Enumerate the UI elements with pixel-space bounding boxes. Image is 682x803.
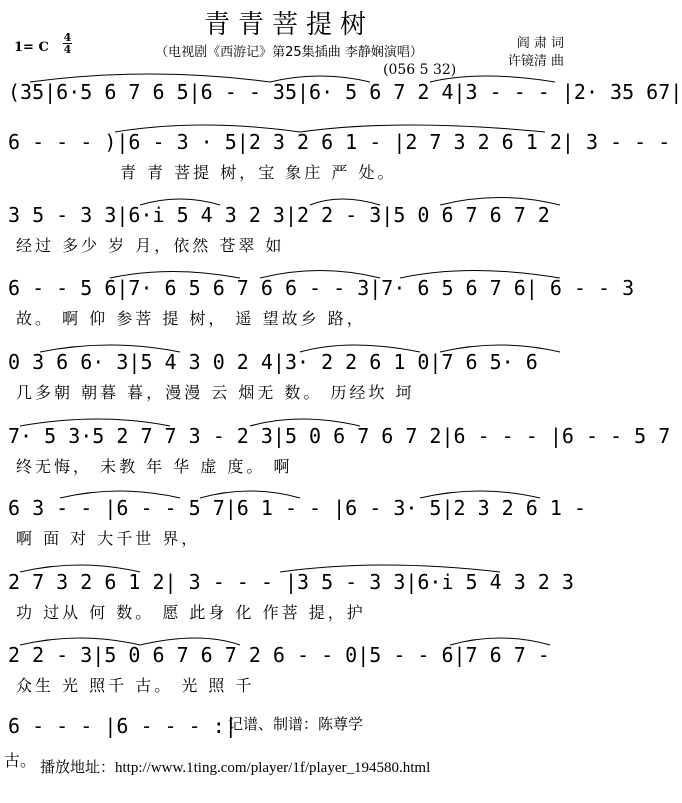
slur-line-5b — [300, 345, 420, 352]
play-address-url[interactable]: http://www.1ting.com/player/1f/player_194580.html — [115, 760, 431, 776]
score-line-6-lyrics: 终无悔， 未教 年 华 虚 度。 啊 — [16, 457, 293, 476]
play-address-label: 播放地址： — [40, 758, 116, 776]
slur-line-2 — [115, 125, 300, 132]
slur-line-9c — [450, 638, 550, 645]
slur-line-1 — [30, 74, 270, 82]
slur-line-4 — [110, 272, 240, 279]
time-signature-top: 4 — [63, 31, 72, 44]
slur-line-3 — [140, 199, 220, 205]
key-signature: 1= C — [14, 40, 49, 55]
score-line-7-lyrics: 啊 面 对 大千世 界， — [16, 529, 201, 548]
score-line-7-notes: 6 3 - - |6 - - 5 7|6 1 - - |6 - 3· 5|2 3 2 6 1 - — [8, 496, 586, 520]
slur-line-9b — [140, 638, 240, 645]
score-line-4-lyrics: 故。 啊 仰 参菩 提 树， 遥 望故乡 路， — [16, 309, 366, 328]
score-line-10-notes: 6 - - - |6 - - - :| — [8, 714, 237, 738]
score-line-2-notes: 6 - - - )|6 - 3 · 5|2 3 2 6 1 - |2 7 3 2 6 1 2| 3 - - - — [8, 130, 671, 154]
slur-line-4b — [260, 271, 380, 279]
score-line-9-lyrics: 众生 光 照千 古。 光 照 千 — [16, 676, 255, 695]
time-signature-bottom: 4 — [63, 43, 72, 56]
score-line-5-lyrics: 几多朝 朝暮 暮，漫漫 云 烟无 数。 历经坎 坷 — [16, 383, 415, 402]
score-line-8-lyrics: 功 过从 何 数。 愿 此身 化 作菩 提，护 — [16, 603, 366, 622]
slur-line-9 — [20, 638, 140, 645]
final-lyric: 古。 — [4, 751, 37, 770]
slur-line-7 — [60, 491, 180, 498]
slur-line-2b — [300, 125, 545, 132]
slur-line-3b — [310, 199, 380, 205]
score-line-5-notes: 0 3 6 6· 3|5 4 3 0 2 4|3· 2 2 6 1 0|7 6 5· 6 — [8, 350, 538, 374]
score-line-4-notes: 6 - - 5 6|7· 6 5 6 7 6 6 - - 3|7· 6 5 6 7 6| 6 - - 3 — [8, 276, 635, 300]
lyricist-credit: 阎 肃 词 — [516, 36, 564, 51]
slur-line-8 — [20, 565, 140, 572]
slur-line-5 — [40, 345, 180, 352]
song-subtitle: （电视剧《西游记》第25集插曲 李静娴演唱） — [155, 45, 423, 60]
intro-annotation: (056 5 32) — [383, 62, 457, 78]
score-line-3-lyrics: 经过 多少 岁 月，依然 苍翠 如 — [16, 236, 285, 255]
slur-line-7c — [420, 491, 540, 498]
slur-line-3c — [440, 198, 560, 206]
score-line-9-notes: 2 2 - 3|5 0 6 7 6 7 2 6 - - 0|5 - - 6|7 6 7 - — [8, 643, 550, 667]
slur-line-8b — [280, 565, 500, 572]
transcriber-credit: 记谱、制谱：陈尊学 — [228, 715, 364, 733]
slur-line-1c — [430, 76, 555, 82]
score-line-3-notes: 3 5 - 3 3|6·i 5 4 3 2 3|2 2 - 3|5 0 6 7 6 7 2 — [8, 203, 550, 227]
score-line-2-lyrics: 青 青 菩提 树，宝 象庄 严 处。 — [120, 163, 397, 182]
score-line-1-notes: (35|6·5 6 7 6 5|6 - - 35|6· 5 6 7 2 4|3 - - - |2· 35 67| — [8, 80, 682, 104]
slur-line-6 — [20, 419, 170, 426]
score-line-6-notes: 7· 5 3·5 2 7 7 3 - 2 3|5 0 6 7 6 7 2|6 - - - |6 - - 5 7 — [8, 424, 671, 448]
composer-credit: 许镜清 曲 — [507, 54, 564, 69]
slur-line-4c — [400, 271, 560, 279]
score-line-8-notes: 2 7 3 2 6 1 2| 3 - - - |3 5 - 3 3|6·i 5 4 3 2 3 — [8, 570, 574, 594]
slur-line-1b — [270, 76, 370, 82]
slur-line-7b — [200, 491, 300, 498]
slur-line-6b — [250, 419, 360, 426]
song-title: 青青菩提树 — [203, 10, 374, 40]
slur-line-5c — [440, 345, 560, 352]
